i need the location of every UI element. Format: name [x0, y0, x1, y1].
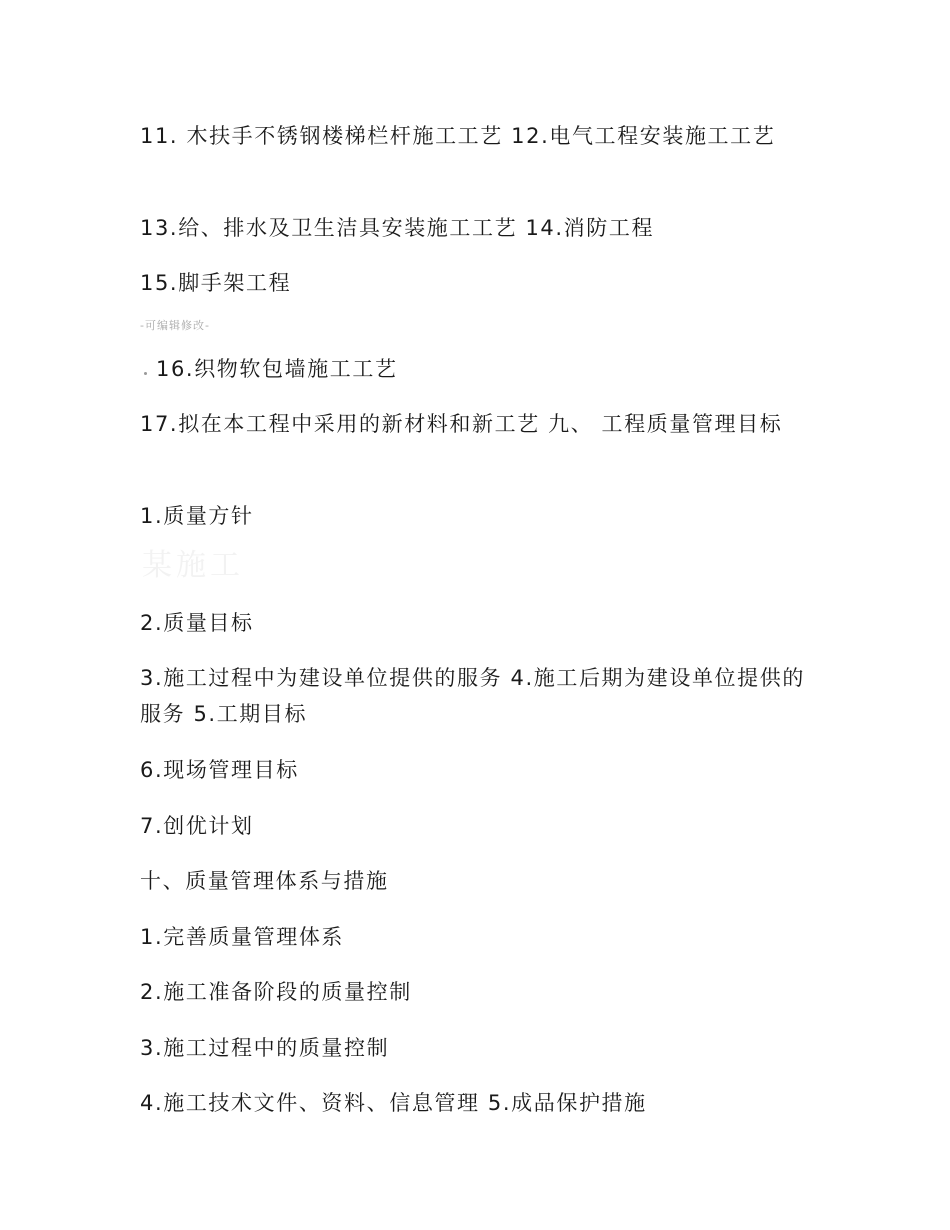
doc-line-1: 11. 木扶手不锈钢楼梯栏杆施工工艺 12.电气工程安装施工工艺	[140, 124, 776, 148]
doc-line-6: 1.质量方针	[140, 504, 254, 528]
doc-line-11: 十、质量管理体系与措施	[140, 869, 389, 893]
faint-stamp-image: 某施工	[142, 548, 244, 583]
doc-line-13: 2.施工准备阶段的质量控制	[140, 980, 412, 1004]
bullet-dot	[144, 372, 147, 375]
doc-line-14: 3.施工过程中的质量控制	[140, 1036, 390, 1060]
doc-line-10: 7.创优计划	[140, 814, 254, 838]
doc-line-12: 1.完善质量管理体系	[140, 925, 345, 949]
editable-watermark: -可编辑修改-	[140, 319, 210, 332]
doc-line-8: 3.施工过程中为建设单位提供的服务 4.施工后期为建设单位提供的服务 5.工期目标	[140, 666, 805, 726]
doc-line-5: 17.拟在本工程中采用的新材料和新工艺 九、 工程质量管理目标	[140, 412, 783, 436]
doc-line-7: 2.质量目标	[140, 611, 254, 635]
doc-line-15: 4.施工技术文件、资料、信息管理 5.成品保护措施	[140, 1091, 647, 1115]
doc-line-2: 13.给、排水及卫生洁具安装施工工艺 14.消防工程	[140, 216, 655, 240]
doc-line-3: 15.脚手架工程	[140, 271, 292, 295]
doc-line-9: 6.现场管理目标	[140, 758, 299, 782]
doc-line-4: 16.织物软包墙施工工艺	[156, 357, 398, 381]
